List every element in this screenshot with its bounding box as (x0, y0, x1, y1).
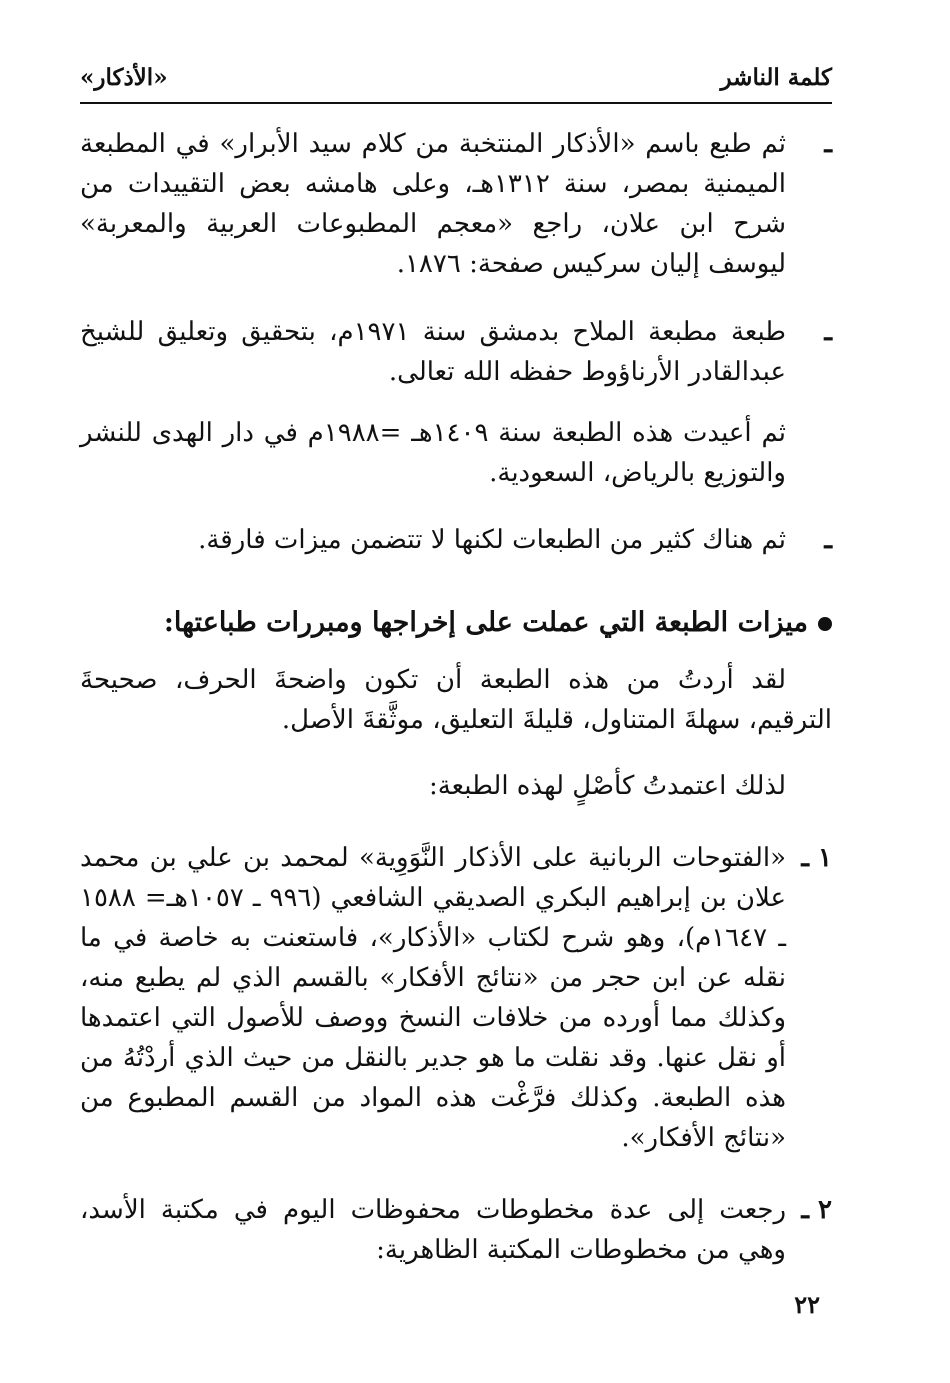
paragraph-text: طبعة مطبعة الملاح بدمشق سنة ١٩٧١م، بتحقيق وتعليق للشيخ عبدالقادر الأرناؤوط حفظه الله تعالى. (80, 317, 786, 387)
paragraph-text: ثم هناك كثير من الطبعات لكنها لا تتضمن ميزات فارقة. (198, 525, 786, 555)
paragraph-reprint (80, 413, 832, 493)
number-marker: ١ ـ (801, 843, 832, 873)
header-chapter-title: كلمة الناشر (720, 64, 832, 91)
paragraph-text: ثم طبع باسم «الأذكار المنتخبة من كلام سيد الأبرار» في المطبعة الميمنية بمصر، سنة ١٣١٢هـ، وعلى هامشه بعض التقييدات من شرح ابن علان، راجع «معجم المطبوعات العربية والمعربة» ليوسف إليان سركيس صفحة: ١٨٧٦. (80, 129, 786, 279)
paragraph-goals (80, 660, 832, 740)
bullet-dot-icon (818, 617, 832, 631)
number-marker: ٢ ـ (801, 1195, 832, 1225)
dash-marker: ـ (824, 129, 832, 159)
numbered-item-text: رجعت إلى عدة مخطوطات محفوظات اليوم في مكتبة الأسد، وهي من مخطوطات المكتبة الظاهرية: (80, 1195, 786, 1265)
paragraph-other-editions (80, 520, 832, 560)
paragraph-mallah-edition (80, 312, 832, 392)
paragraph-basis (80, 766, 832, 806)
paragraph-first-print (80, 124, 832, 284)
section-heading (80, 603, 832, 643)
section-heading-text: ميزات الطبعة التي عملت على إخراجها ومبررات طباعتها: (163, 607, 808, 638)
paragraph-text: لذلك اعتمدتُ كأصْلٍ لهذه الطبعة: (428, 771, 786, 801)
dash-marker: ـ (824, 317, 832, 347)
header-book-title: «الأذكار» (80, 64, 168, 91)
paragraph-text: لقد أردتُ من هذه الطبعة أن تكون واضحةَ الحرف، صحيحةَ الترقيم، سهلةَ المتناول، قليلةَ التعليق، موثَّقةَ الأصل. (80, 665, 832, 735)
numbered-item-text: «الفتوحات الربانية على الأذكار النَّوَوِية» لمحمد بن علي بن محمد علان بن إبراهيم البكري الصديقي الشافعي (٩٩٦ ـ ١٠٥٧هـ= ١٥٨٨ ـ ١٦٤٧م)، وهو شرح لكتاب «الأذكار»، فاستعنت به خاصة في ما نقله عن ابن حجر من «نتائج الأفكار» بالقسم الذي لم يطبع منه، وكذلك مما أورده من خلافات النسخ ووصف للأصول التي اعتمدها أو نقل عنها. وقد نقلت ما هو جدير بالنقل من حيث الذي أردْتُهُ من هذه الطبعة. وكذلك فرَّغْت هذه المواد من القسم المطبوع من «نتائج الأفكار». (80, 843, 786, 1153)
numbered-item-2 (80, 1190, 832, 1270)
paragraph-text: ثم أعيدت هذه الطبعة سنة ١٤٠٩هـ =١٩٨٨م في دار الهدى للنشر والتوزيع بالرياض، السعودية. (80, 418, 786, 488)
page-number: ٢٢ (794, 1290, 820, 1319)
numbered-item-1 (80, 838, 832, 1158)
dash-marker: ـ (824, 525, 832, 555)
running-header (80, 58, 832, 104)
